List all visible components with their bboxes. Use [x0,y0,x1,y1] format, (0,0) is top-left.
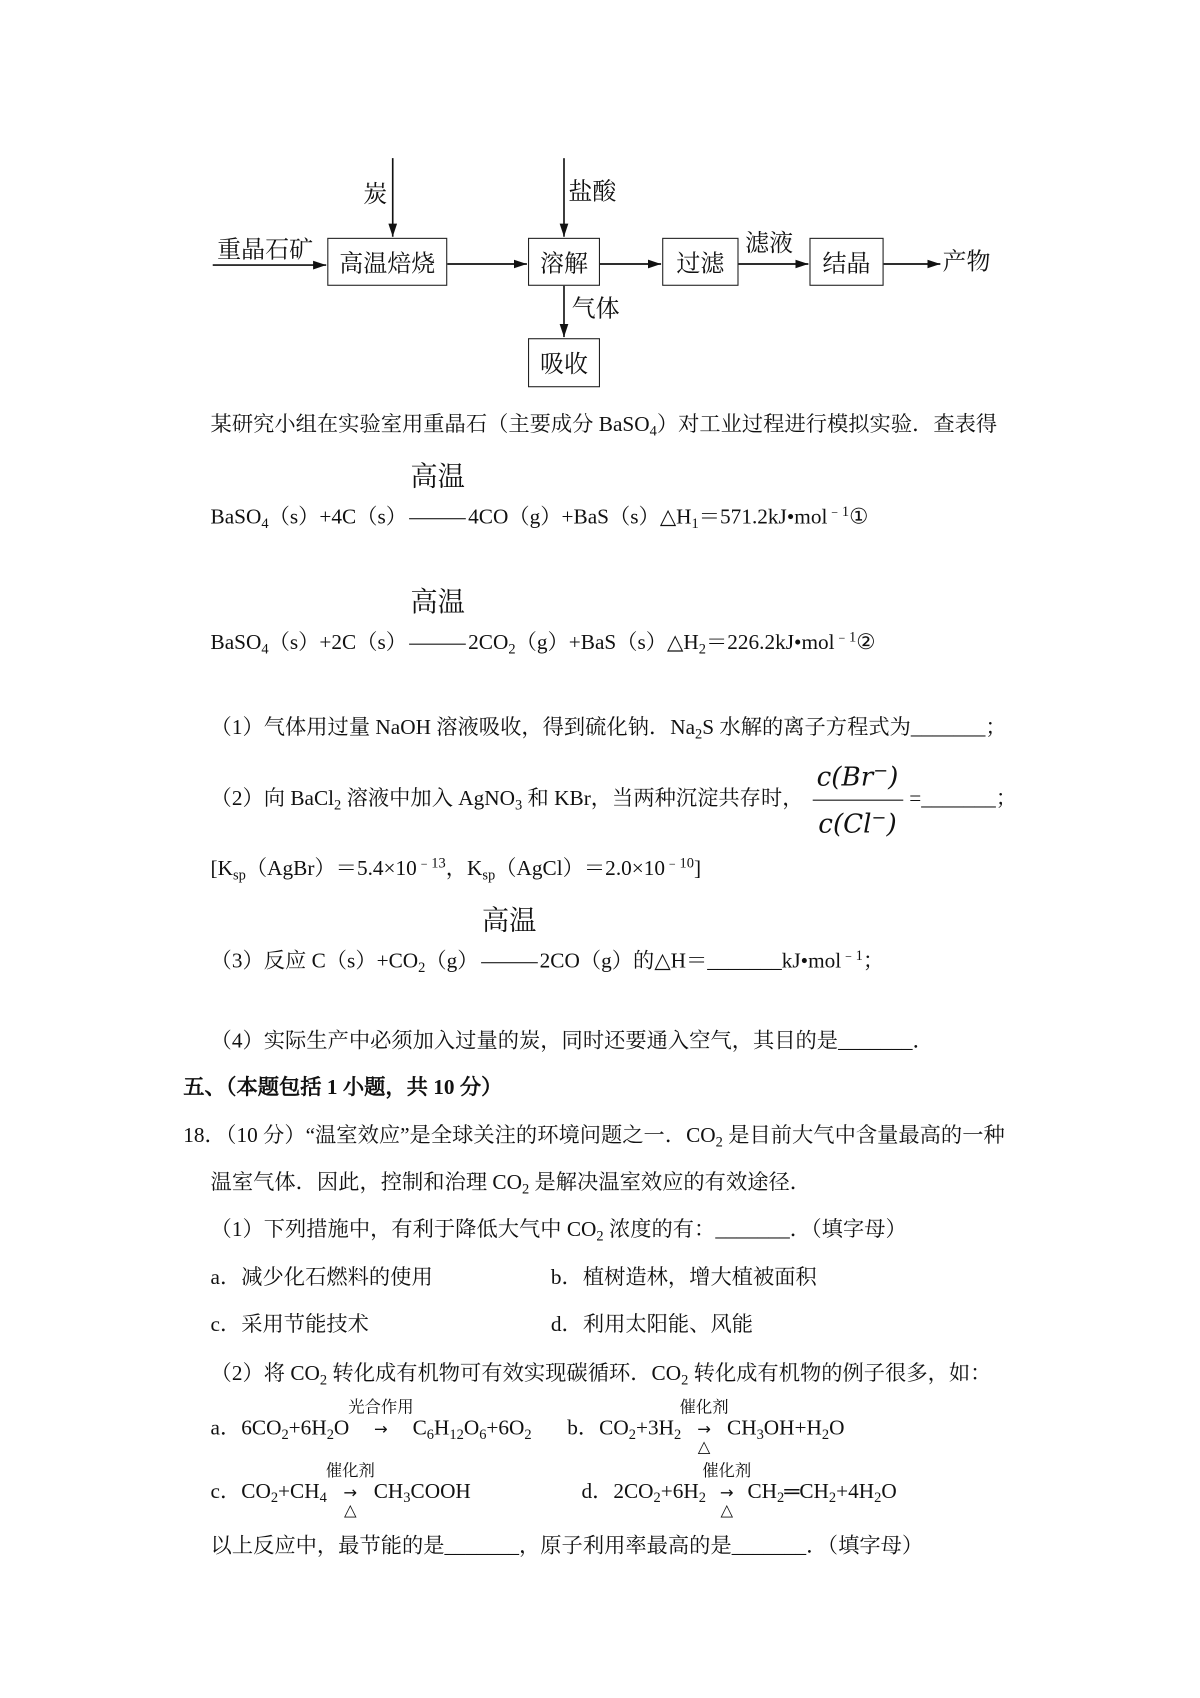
subscript: 2 [715,1133,723,1151]
arrow-icon: → [719,1482,734,1503]
subscript: 3 [403,1489,411,1506]
subscript: 2 [874,1489,882,1506]
superscript: ﹣1 [841,947,863,964]
heat-symbol: △ [343,1499,357,1520]
text-run: （AgCl）＝2.0×10 [495,857,666,881]
equation-2-condition-bar [409,586,466,645]
question-17-part-2 [210,760,1018,839]
reaction-b-reactants [567,1417,682,1443]
text-run: O [881,1480,897,1504]
equation-1-products [468,503,869,532]
text-run: +6H [288,1417,327,1440]
text-run: 转化成有机物可有效实现碳循环．CO [327,1362,682,1386]
text-run: 2CO [468,631,509,655]
text-run: O [829,1417,845,1440]
subscript: 2 [270,1489,279,1506]
arrow-icon: → [343,1482,358,1503]
text-run: （g） [425,950,479,974]
subscript: 2 [334,796,342,813]
option-a: a．减少化石燃料的使用 [210,1266,433,1290]
question-17-part-4 [211,1028,934,1056]
text-run: 4CO（g）+BaS（s）△H [468,506,692,530]
text-run: COOH [410,1480,471,1504]
text-run: +6O [486,1417,525,1440]
superscript: ﹣10 [665,854,694,871]
equation-2-products [468,628,876,657]
superscript: ﹣13 [416,854,446,871]
text-run: （2）向 BaCl [210,787,335,811]
equation-1-condition-bar [409,461,466,519]
text-run: ) [888,761,899,793]
condition-label: 高温 [410,461,465,493]
subscript: sp [482,866,496,883]
reaction-a-reactants [210,1417,350,1443]
reaction-b-arrow [679,1398,729,1457]
text-run: 某研究小组在实验室用重晶石（主要成分 BaSO [210,413,650,437]
absorb-step-box: 吸收 [528,338,600,387]
option-b: b．植树造林，增大植被面积 [550,1266,817,1290]
subscript: 3 [515,796,523,813]
text-run: =_______； [909,787,1018,811]
subscript: 6 [426,1426,434,1443]
text-run: a．6CO [210,1417,282,1440]
text-run: CH [373,1480,404,1504]
question-18-final: 以上反应中，最节能的是_______，原子利用率最高的是_______．（填字母） [210,1534,924,1558]
text-run: 是解决温室效应的有效途径． [529,1171,812,1195]
option-c: c．采用节能技术 [210,1313,369,1337]
subscript: 2 [821,1426,830,1443]
text-run: CH [747,1480,778,1504]
text-run: S 水解的离子方程式为_______； [702,716,1007,740]
reaction-a-arrow [348,1398,414,1439]
reaction-c-products [373,1480,471,1506]
question-18-stem-continued [211,1169,812,1197]
part-3-products [539,947,885,974]
option-d: d．利用太阳能、风能 [550,1313,754,1337]
arrow-icon: → [697,1419,711,1439]
gas-label: 气体 [571,294,620,322]
text-run: 温室气体．因此，控制和治理 CO [210,1171,522,1195]
catalyst-label: 催化剂 [702,1461,752,1481]
text-run: c．CO [210,1480,271,1504]
text-run: 和 KBr，当两种沉淀共存时， [522,787,804,811]
text-run: 转化成有机物的例子很多，如： [688,1362,992,1386]
text-run: C [412,1417,427,1440]
reaction-a-products [412,1417,532,1443]
text-run: （1）下列措施中，有利于降低大气中 CO [210,1218,597,1242]
condition-label: 高温 [410,586,465,618]
subscript: 2 [281,1426,289,1443]
subscript: 2 [596,1227,604,1244]
text-run: ② [856,631,876,655]
reaction-d-products [747,1480,897,1506]
subscript: 2 [524,1426,532,1443]
subscript: 2 [653,1489,661,1506]
superscript: − [871,807,887,828]
subscript: 2 [698,640,706,657]
text-run: ) [886,808,897,839]
text-run: 2CO（g）的△H＝_______kJ•mol [539,950,842,974]
text-run: +CH [278,1480,320,1504]
fraction-numerator [812,760,903,800]
text-run: c(Cl [818,808,872,839]
crystallize-step-box: 结晶 [809,238,883,286]
text-run: （1）气体用过量 NaOH 溶液吸收，得到硫化钠．Na [210,716,696,740]
subscript: 4 [261,515,269,532]
dissolve-step-box: 溶解 [528,238,600,286]
equation-2 [210,586,876,657]
reaction-b [567,1398,845,1457]
text-run: H [433,1417,450,1440]
question-17-part-1 [211,715,1007,743]
text-run: 溶液中加入 AgNO [341,787,516,811]
reaction-a [210,1398,532,1443]
heat-symbol: △ [720,1499,734,1520]
question-17-part-3 [210,905,885,976]
text-run: [K [210,857,233,881]
subscript: 2 [777,1489,785,1506]
text-run: ＝226.2kJ•mol [705,631,835,655]
text-run: （s）+4C（s） [268,506,408,530]
equation-1 [210,461,869,532]
subscript: 2 [319,1371,328,1388]
subscript: 2 [695,725,703,743]
text-run: 浓度的有：_______．（填字母） [603,1218,907,1242]
text-run: ）对工业过程进行模拟实验．查表得 [656,413,998,437]
text-run: O [333,1417,350,1440]
subscript: 4 [261,640,269,657]
filter-step-box: 过滤 [662,238,738,286]
question-18-stem [183,1123,1004,1151]
intro-paragraph [211,411,998,439]
catalyst-label: 催化剂 [325,1461,375,1481]
text-run: CH [727,1417,757,1440]
superscript: ﹣1 [827,503,850,520]
condition-label: 高温 [481,905,537,937]
roast-step-box: 高温焙烧 [327,238,447,286]
subscript: 4 [649,422,657,439]
carbon-label: 炭 [363,179,388,208]
product-label: 产物 [942,247,991,275]
subscript: 4 [319,1489,327,1506]
subscript: sp [232,866,246,883]
part-3-reactants [210,950,479,976]
subscript: 6 [479,1426,487,1443]
text-run: 是目前大气中含量最高的一种 [722,1124,1005,1148]
part-2-answer-blank [909,788,1017,811]
equation-1-reactants [210,506,408,532]
ksp-values [211,855,702,883]
subscript: 2 [681,1371,689,1388]
text-run: +4H [836,1480,875,1504]
text-run: BaSO [210,506,262,530]
text-run: （4）实际生产中必须加入过量的炭，同时还要通入空气，其目的是_______． [210,1029,934,1053]
text-run: O [463,1417,480,1440]
superscript: − [873,760,889,781]
subscript: 1 [691,515,699,532]
filtrate-label: 滤液 [745,229,794,257]
text-run: （AgBr）＝5.4×10 [245,857,417,881]
reaction-d [581,1461,897,1520]
heat-symbol: △ [697,1436,711,1457]
ore-label: 重晶石矿 [217,235,314,263]
subscript: 2 [828,1489,837,1506]
subscript: 2 [326,1426,334,1443]
text-run: （2）将 CO [210,1362,320,1386]
text-run: OH+H [763,1417,822,1440]
subscript: 12 [449,1426,464,1443]
subscript: 2 [521,1180,530,1197]
subscript: 2 [508,640,516,657]
subscript: 2 [698,1489,707,1506]
acid-label: 盐酸 [568,177,617,206]
part-3-condition-bar [481,905,538,963]
arrow-icon: → [374,1419,388,1439]
subscript: 2 [628,1426,636,1443]
concentration-ratio-fraction [812,760,903,840]
reaction-d-arrow [702,1461,752,1520]
subscript: 2 [418,959,426,976]
text-run: ① [849,506,869,530]
question-18-part-2 [211,1360,992,1388]
text-run: +6H [660,1480,699,1504]
catalyst-label: 催化剂 [679,1398,729,1418]
section-heading: 五、（本题包括 1 小题，共 10 分） [183,1076,503,1100]
subscript: 3 [756,1426,764,1443]
text-run: 18．（10 分）“温室效应”是全球关注的环境问题之一．CO [183,1124,716,1148]
subscript: 2 [673,1426,682,1443]
text-run: ＝571.2kJ•mol [698,506,828,530]
text-run: ═CH [784,1480,829,1504]
text-run: BaSO [210,631,262,655]
fraction-denominator [812,801,903,840]
text-run: +3H [635,1417,674,1440]
equation-2-reactants [211,632,408,655]
text-run: （g）+BaS（s）△H [515,631,699,655]
reaction-d-reactants [581,1480,707,1506]
reaction-c [210,1461,471,1520]
text-run: （s）+2C（s） [268,631,408,655]
question-18-part-1 [211,1216,907,1244]
text-run: ； [862,950,885,974]
reaction-c-reactants [210,1480,327,1506]
text-run: d．2CO [581,1480,654,1504]
condition-label: 光合作用 [348,1398,414,1418]
text-run: c(Br [816,761,874,793]
text-run: b．CO [567,1417,629,1440]
text-run: ] [693,857,702,881]
text-run: （3）反应 C（s）+CO [210,950,419,974]
reaction-b-products [727,1417,845,1443]
part-2-lead [211,788,804,811]
reaction-c-arrow [325,1461,375,1520]
text-run: ，K [445,857,483,881]
superscript: ﹣1 [834,628,857,646]
